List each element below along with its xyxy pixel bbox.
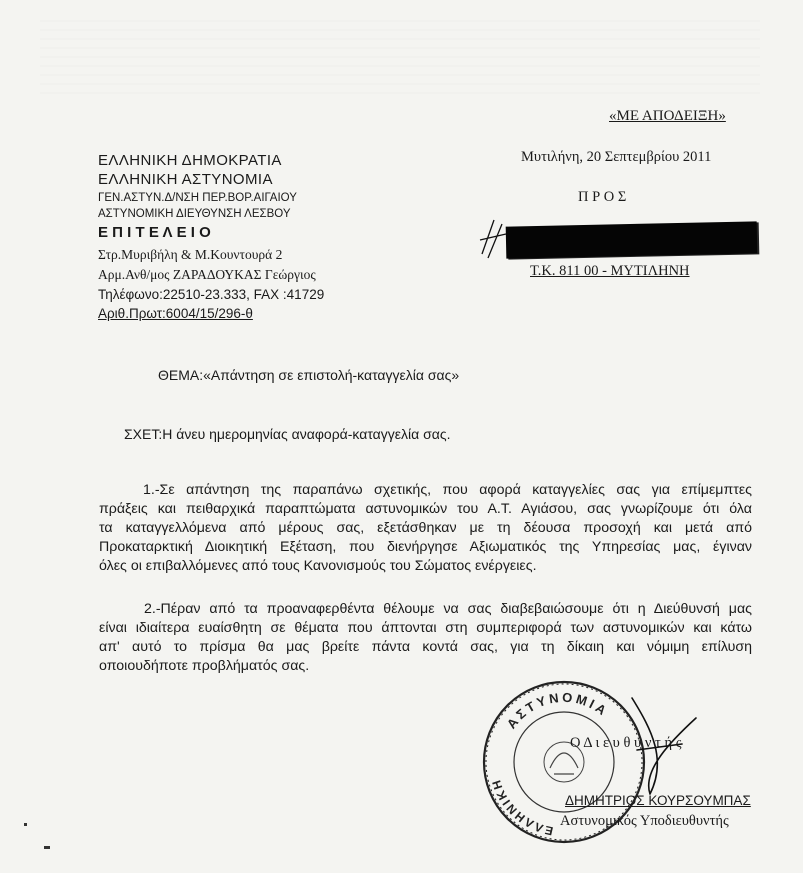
place-date: Μυτιλήνη, 20 Σεπτεμβρίου 2011 [521, 149, 712, 165]
sender-line-1: ΕΛΛΗΝΙΚΗ ΔΗΜΟΚΡΑΤΙΑ [98, 152, 282, 169]
recipient-postcode: Τ.Κ. 811 00 - ΜΥΤΙΛΗΝΗ [530, 263, 690, 279]
redaction-scribble [476, 214, 516, 260]
paragraph-1-line: 1.-Σε απάντηση της παραπάνω σχετικής, που αφορά καταγγελίες σας για επίμεμπτες [143, 482, 752, 498]
paragraph-2-line: οποιουδήποτε προβλήματός σας. [99, 658, 310, 674]
paragraph-1-line: τα καταγγελλόμενα από μέρους σας, εξετάσθηκαν με τη δέουσα προσοχή και μετά από [99, 520, 752, 536]
recipient-to-label: Π Ρ Ο Σ [578, 189, 627, 205]
sender-line-3: ΓΕΝ.ΑΣΤΥΝ.Δ/ΝΣΗ ΠΕΡ.ΒΟΡ.ΑΙΓΑΙΟΥ [98, 192, 297, 204]
paragraph-1-line: πράξεις και πειθαρχικά παραπτώματα αστυνομικών του Α.Τ. Αγιάσου, σας γνωρίζουμε ότι όλα [99, 501, 752, 517]
paragraph-1-line: όλες οι επιβαλλόμενες από τους Κανονισμούς του Σώματος ενέργειες. [99, 558, 537, 574]
receipt-note: «ΜΕ ΑΠΟΔΕΙΞΗ» [609, 108, 726, 124]
paragraph-2-line: είναι ιδιαίτερα ευαίσθητη σε θέματα που άπτονται στη συμπεριφορά των αστυνομικών και κάτω [99, 620, 752, 636]
scan-noise [40, 20, 760, 100]
body-paragraph-1 [99, 481, 752, 576]
signatory-title: Ο Δ ι ε υ θ υ ν τ ή ς [570, 735, 682, 751]
scan-artifact-mark [44, 846, 50, 849]
sender-phone: Τηλέφωνο:22510-23.333, FAX :41729 [98, 287, 325, 302]
signatory-rank: Αστυνομικός Υποδιευθυντής [560, 813, 729, 829]
paragraph-1-line: Προκαταρκτική Διοικητική Εξέταση, που διενήργησε Αξιωματικός της Υπηρεσίας μας, έγιναν [99, 539, 752, 555]
subject-line: ΘΕΜΑ:«Απάντηση σε επιστολή-καταγγελία σας» [158, 367, 460, 383]
sender-line-5: Ε Π Ι Τ Ε Λ Ε Ι Ο [98, 224, 211, 241]
reference-line: ΣΧΕΤ:Η άνευ ημερομηνίας αναφορά-καταγγελία σας. [124, 426, 451, 442]
redacted-recipient-name [506, 221, 758, 258]
signatory-name: ΔΗΜΗΤΡΙΟΣ ΚΟΥΡΣΟΥΜΠΑΣ [565, 793, 751, 808]
sender-line-4: ΑΣΤΥΝΟΜΙΚΗ ΔΙΕΥΘΥΝΣΗ ΛΕΣΒΟΥ [98, 208, 291, 220]
scan-artifact-mark [24, 823, 27, 826]
sender-address: Στρ.Μυριβήλη & Μ.Κουντουρά 2 [98, 247, 283, 262]
protocol-number: Αριθ.Πρωτ:6004/15/296-θ [98, 306, 253, 321]
sender-officer: Αρμ.Ανθ/μος ΖΑΡΑΔΟΥΚΑΣ Γεώργιος [98, 267, 316, 282]
stamp-text-left: ΕΛΛΗΝΙΚΗ [488, 776, 555, 839]
stamp-text-top: ΑΣΤΥΝΟΜΙΑ [503, 689, 612, 732]
paragraph-2-line: απ' αυτό το πρίσμα θα μας βρείτε πάντα κοντά σας, για τη δίκαιη και νόμιμη επίλυση [99, 639, 752, 655]
body-paragraph-2 [99, 600, 752, 676]
paragraph-2-line: 2.-Πέραν από τα προαναφερθέντα θέλουμε να σας διαβεβαιώσουμε ότι η Διεύθυνσή μας [144, 601, 752, 617]
sender-line-2: ΕΛΛΗΝΙΚΗ ΑΣΤΥΝΟΜΙΑ [98, 171, 273, 188]
